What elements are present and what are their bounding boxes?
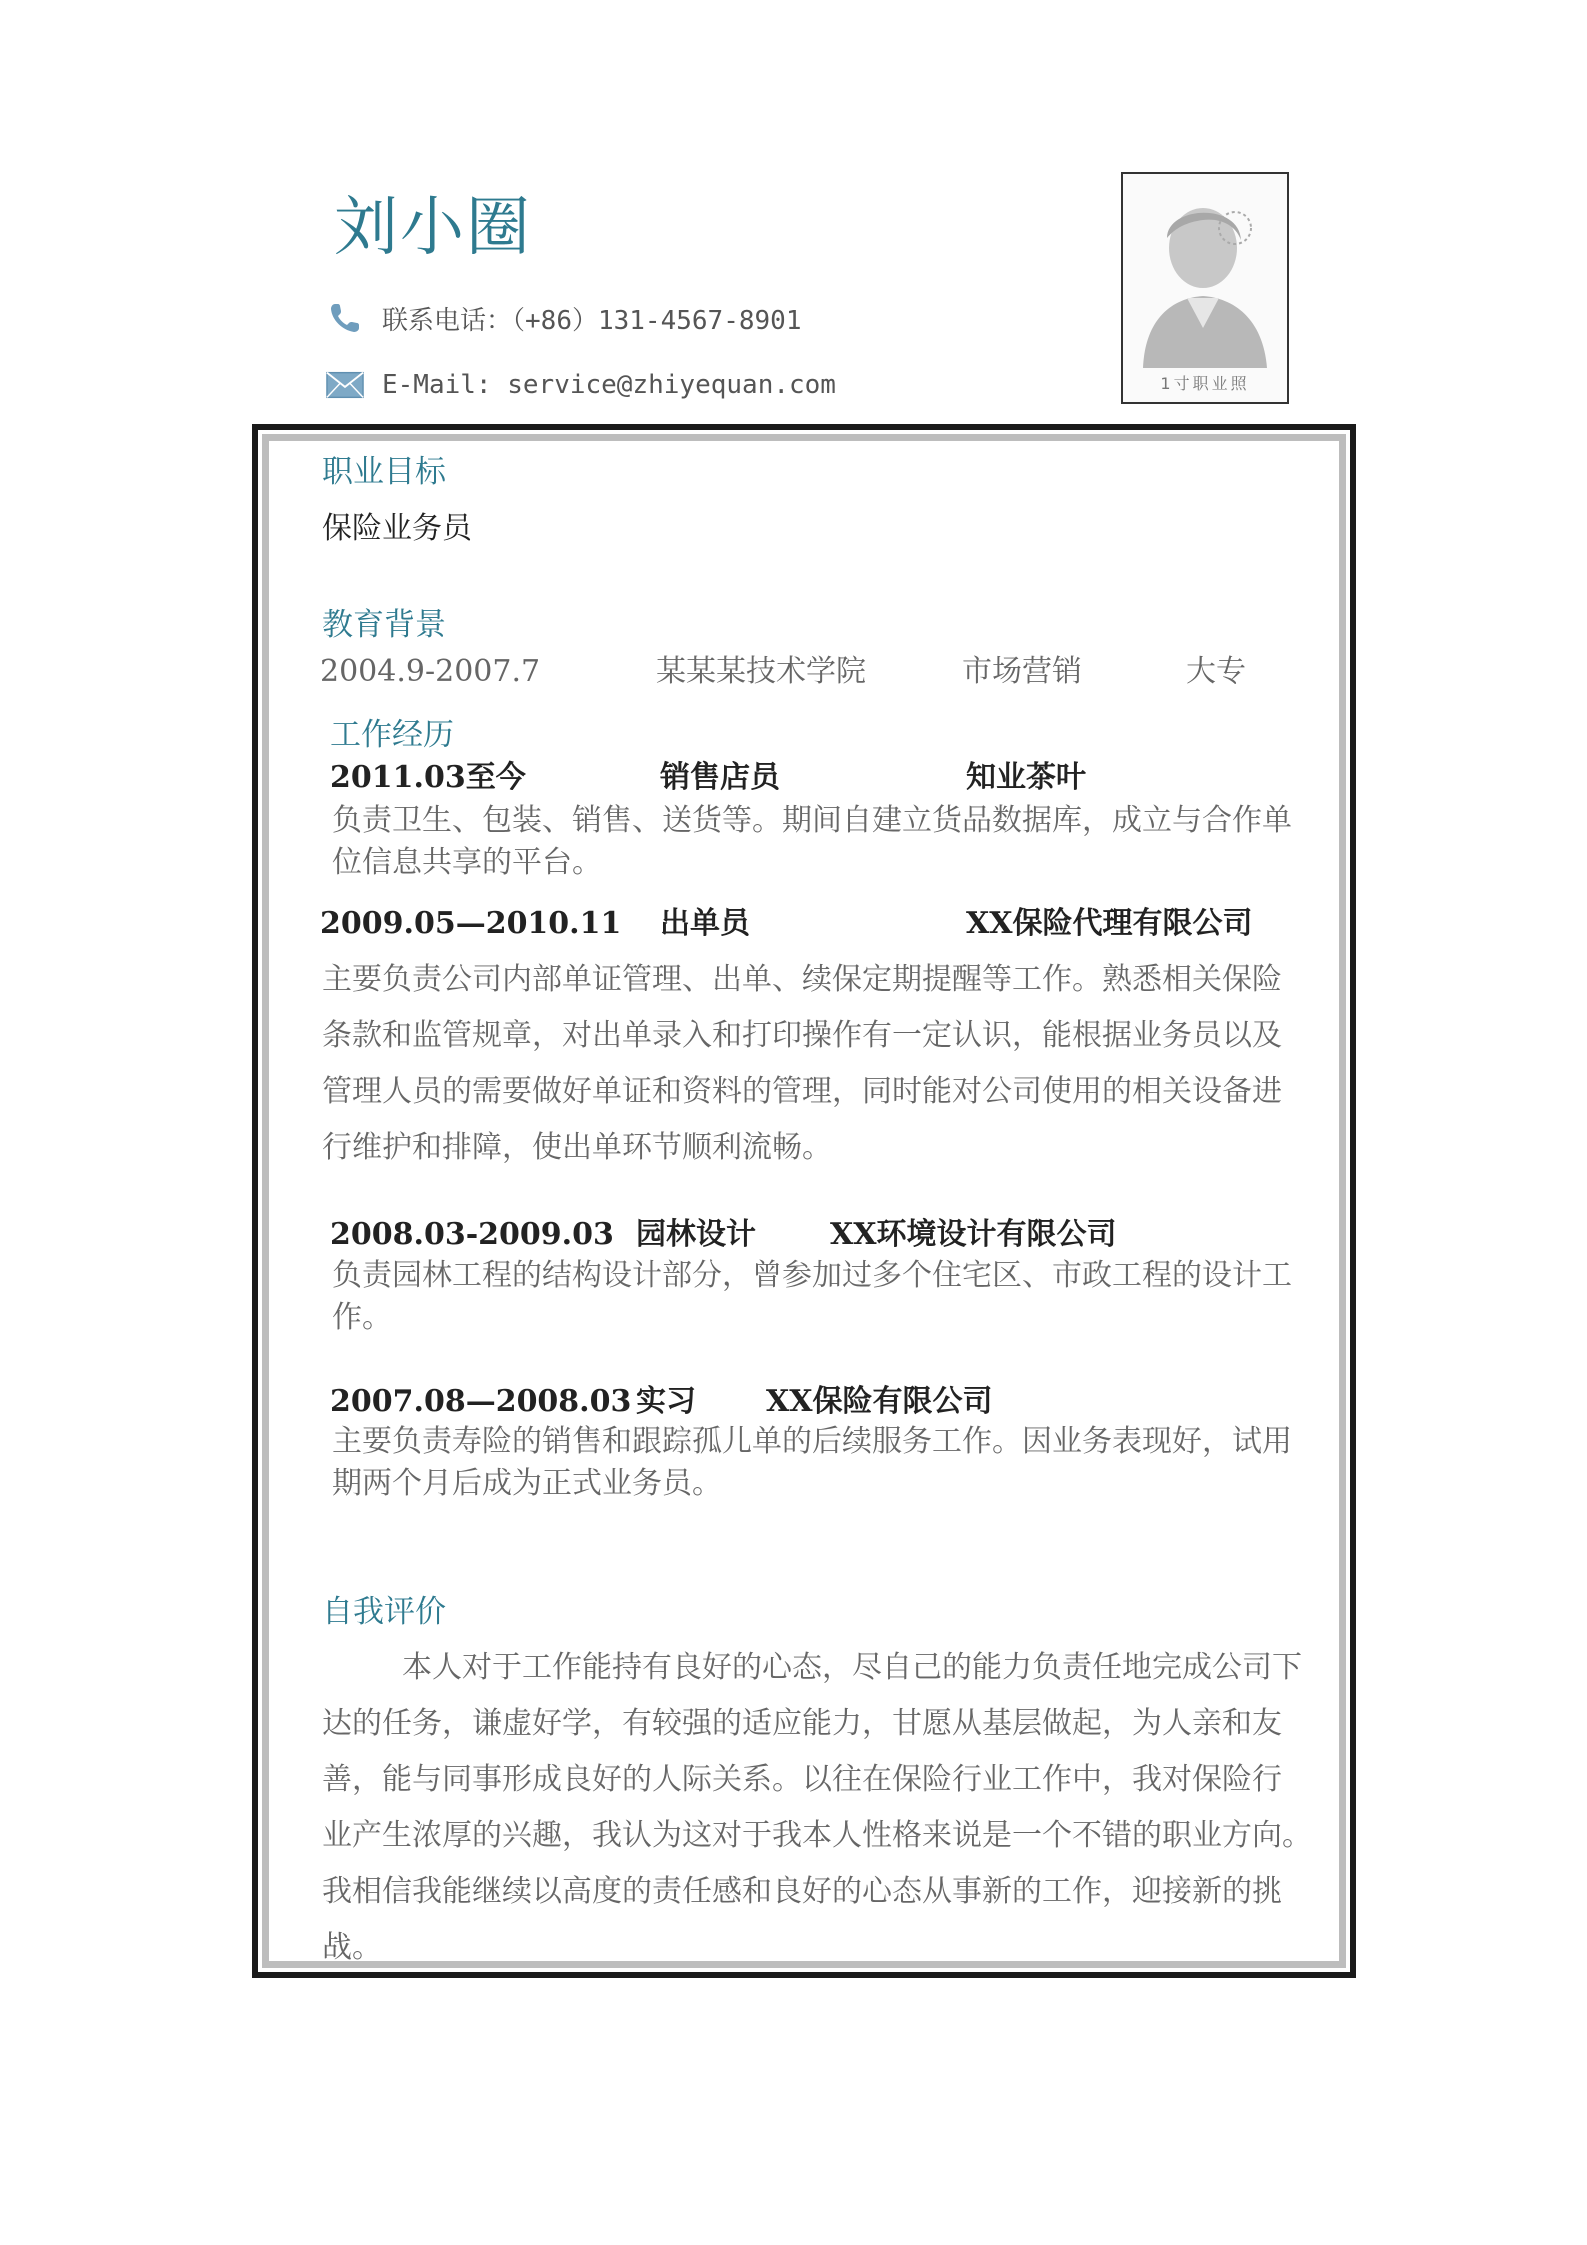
envelope-icon (326, 366, 364, 404)
job-desc-line: 主要负责寿险的销售和跟踪孤儿单的后续服务工作。因业务表现好，试用 (332, 1424, 1292, 1459)
job-company: 知业茶叶 (966, 760, 1086, 795)
self-eval-title: 自我评价 (322, 1594, 446, 1630)
avatar-silhouette-icon (1123, 178, 1287, 368)
education-period: 2004.9-2007.7 (320, 654, 541, 689)
photo-placeholder (1121, 172, 1289, 404)
education-school: 某某某技术学院 (656, 654, 866, 689)
email-address: service@zhiyequan.com (507, 370, 836, 400)
job-desc-line: 管理人员的需要做好单证和资料的管理，同时能对公司使用的相关设备进 (322, 1074, 1282, 1109)
self-eval-line: 善，能与同事形成良好的人际关系。以往在保险行业工作中，我对保险行 (322, 1762, 1282, 1797)
phone-row (326, 296, 801, 340)
education-title: 教育背景 (322, 607, 446, 643)
email-label: E-Mail: (382, 370, 508, 400)
job-period: 2008.03-2009.03 (330, 1217, 614, 1252)
job-period: 2011.03至今 (330, 760, 526, 795)
education-major: 市场营销 (962, 654, 1082, 689)
objective-title: 职业目标 (322, 454, 446, 490)
job-company: XX保险有限公司 (766, 1384, 993, 1419)
education-degree: 大专 (1186, 654, 1246, 689)
phone-icon (326, 299, 364, 337)
job-period: 2007.08—2008.03 (330, 1384, 632, 1419)
job-period: 2009.05—2010.11 (320, 906, 622, 941)
job-company: XX环境设计有限公司 (830, 1217, 1117, 1252)
job-desc-line: 负责卫生、包装、销售、送货等。期间自建立货品数据库，成立与合作单 (332, 803, 1292, 838)
phone-label: 联系电话： (382, 305, 513, 336)
job-role: 销售店员 (660, 760, 780, 795)
self-eval-line: 业产生浓厚的兴趣，我认为这对于我本人性格来说是一个不错的职业方向。 (322, 1818, 1312, 1853)
job-desc-line: 行维护和排障，使出单环节顺利流畅。 (322, 1130, 832, 1165)
phone-number: （+86）131-4567-8901 (512, 305, 802, 336)
job-company: XX保险代理有限公司 (966, 906, 1253, 941)
candidate-name: 刘小圈 (334, 191, 532, 265)
job-role: 出单员 (660, 906, 750, 941)
job-role: 实习 (636, 1384, 696, 1419)
job-desc-line: 作。 (332, 1300, 392, 1335)
job-desc-line: 负责园林工程的结构设计部分，曾参加过多个住宅区、市政工程的设计工 (332, 1258, 1292, 1293)
job-desc-line: 期两个月后成为正式业务员。 (332, 1466, 722, 1501)
email-row (326, 363, 836, 407)
job-desc-line: 条款和监管规章，对出单录入和打印操作有一定认识，能根据业务员以及 (322, 1018, 1282, 1053)
job-role: 园林设计 (636, 1217, 756, 1252)
self-eval-line: 我相信我能继续以高度的责任感和良好的心态从事新的工作，迎接新的挑 (322, 1874, 1282, 1909)
self-eval-line: 战。 (322, 1930, 382, 1965)
self-eval-line: 本人对于工作能持有良好的心态，尽自己的能力负责任地完成公司下 (402, 1650, 1302, 1685)
self-eval-line: 达的任务，谦虚好学，有较强的适应能力，甘愿从基层做起，为人亲和友 (322, 1706, 1282, 1741)
job-desc-line: 主要负责公司内部单证管理、出单、续保定期提醒等工作。熟悉相关保险 (322, 962, 1282, 997)
work-title: 工作经历 (330, 717, 454, 753)
job-desc-line: 位信息共享的平台。 (332, 845, 602, 880)
photo-caption: 1寸职业照 (1160, 374, 1250, 393)
objective-value: 保险业务员 (322, 511, 472, 546)
